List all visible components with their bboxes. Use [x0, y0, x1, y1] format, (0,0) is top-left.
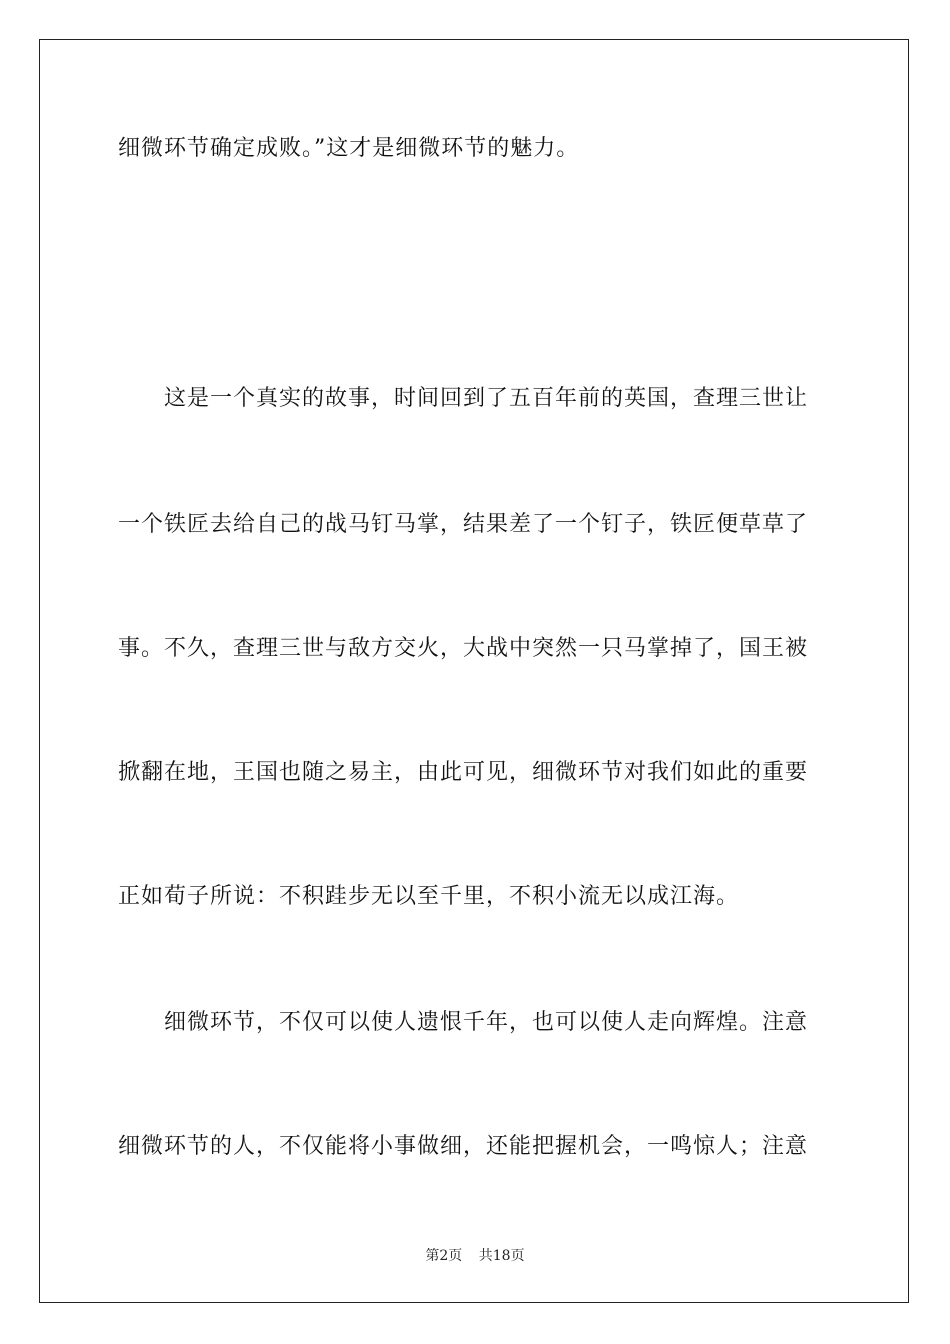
page-number: 第2页 — [425, 1248, 463, 1264]
text-line-2: 这是一个真实的故事，时间回到了五百年前的英国，查理三世让 — [164, 386, 809, 411]
text-line-8: 细微环节的人，不仅能将小事做细，还能把握机会，一鸣惊人；注意 — [118, 1134, 809, 1159]
text-line-3: 一个铁匠去给自己的战马钉马掌，结果差了一个钉子，铁匠便草草了 — [118, 512, 809, 537]
text-line-1: 细微环节确定成败。”这才是细微环节的魅力。 — [118, 136, 580, 161]
text-line-7: 细微环节，不仅可以使人遗恨千年，也可以使人走向辉煌。注意 — [164, 1010, 809, 1035]
text-line-4: 事。不久，查理三世与敌方交火，大战中突然一只马掌掉了，国王被 — [118, 636, 809, 661]
page-total: 共18页 — [478, 1248, 525, 1264]
text-line-5: 掀翻在地，王国也随之易主，由此可见，细微环节对我们如此的重要 — [118, 760, 809, 785]
page-border — [39, 39, 909, 1303]
text-line-6: 正如荀子所说：不积跬步无以至千里，不积小流无以成江海。 — [118, 884, 740, 909]
page-footer — [0, 1245, 950, 1265]
